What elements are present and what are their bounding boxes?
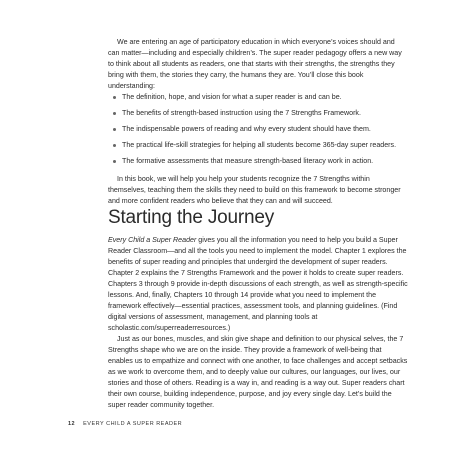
bullet-icon	[113, 144, 116, 147]
paragraph-3	[108, 235, 408, 334]
bullet-icon	[113, 160, 116, 163]
list-item-text: The benefits of strength-based instruction using the 7 Strengths Framework.	[122, 109, 361, 117]
bullet-icon	[113, 128, 116, 131]
list-item-text: The indispensable powers of reading and why every student should have them.	[122, 125, 371, 133]
list-item-text: The formative assessments that measure strength-based literacy work in action.	[122, 157, 374, 165]
list-item-text: The practical life-skill strategies for helping all students become 365-day super readers.	[122, 141, 397, 149]
list-item	[108, 124, 408, 135]
list-item	[108, 140, 408, 151]
bullet-icon	[113, 96, 116, 99]
list-item	[108, 108, 408, 119]
book-title: Every Child a Super Reader	[108, 236, 197, 244]
paragraph-2: In this book, we will help you help your students recognize the 7 Strengths within themselves, teaching them the skills they need to build on this framework to become stronger and more confident readers who believe that they can and will succeed.	[108, 175, 401, 205]
page-number: 12	[68, 421, 76, 427]
list-item	[108, 92, 408, 103]
page-content	[108, 37, 408, 411]
paragraph-4: Just as our bones, muscles, and skin give shape and definition to our physical selves, the 7 Strengths shape who we are on the inside. They provide a framework of well-being that enables us to empathize and connect with one another, to face challenges and accept setbacks as we work to overcome them, and to deeply value our cultures, our languages, our lives, our stories and those of others. Reading is a way in, and reading is a way out. Super readers chart their own course, building independence, purpose, and joy every single day. Let’s build the super reader community together.	[108, 335, 408, 409]
bullet-icon	[113, 112, 116, 115]
list-item	[108, 156, 408, 167]
paragraph-3-text: gives you all the information you need to help you build a Super Reader Classroom—and all the tools you need to implement the model. Chapter 1 explores the benefits of super reading and principles that undergird the development of super readers. Chapter 2 explains the 7 Strengths Framework and the power it holds to create super readers. Chapters 3 through 9 provide in-depth discussions of each strength, as well as strength-specific lessons. And, finally, Chapters 10 through 14 provide what you need to implement the framework effectively—essential practices, assessment tools, and planning guidelines. (Find digital versions of assessment, management, and planning tools at scholastic.com/superreaderresources.)	[108, 236, 408, 332]
section-heading: Starting the Journey	[108, 207, 275, 228]
page-footer	[68, 421, 182, 427]
intro-paragraph: We are entering an age of participatory education in which everyone’s voices should and can matter—including and especially children’s. The super reader pedagogy offers a new way to think about all students as readers, one that starts with their strengths, the strengths they bring with them, the stories they carry, the humans they are. You’ll close this book understanding:	[108, 38, 402, 90]
list-item-text: The definition, hope, and vision for what a super reader is and can be.	[122, 93, 342, 101]
bullet-list	[108, 92, 408, 167]
running-head: EVERY CHILD A SUPER READER	[83, 421, 183, 427]
